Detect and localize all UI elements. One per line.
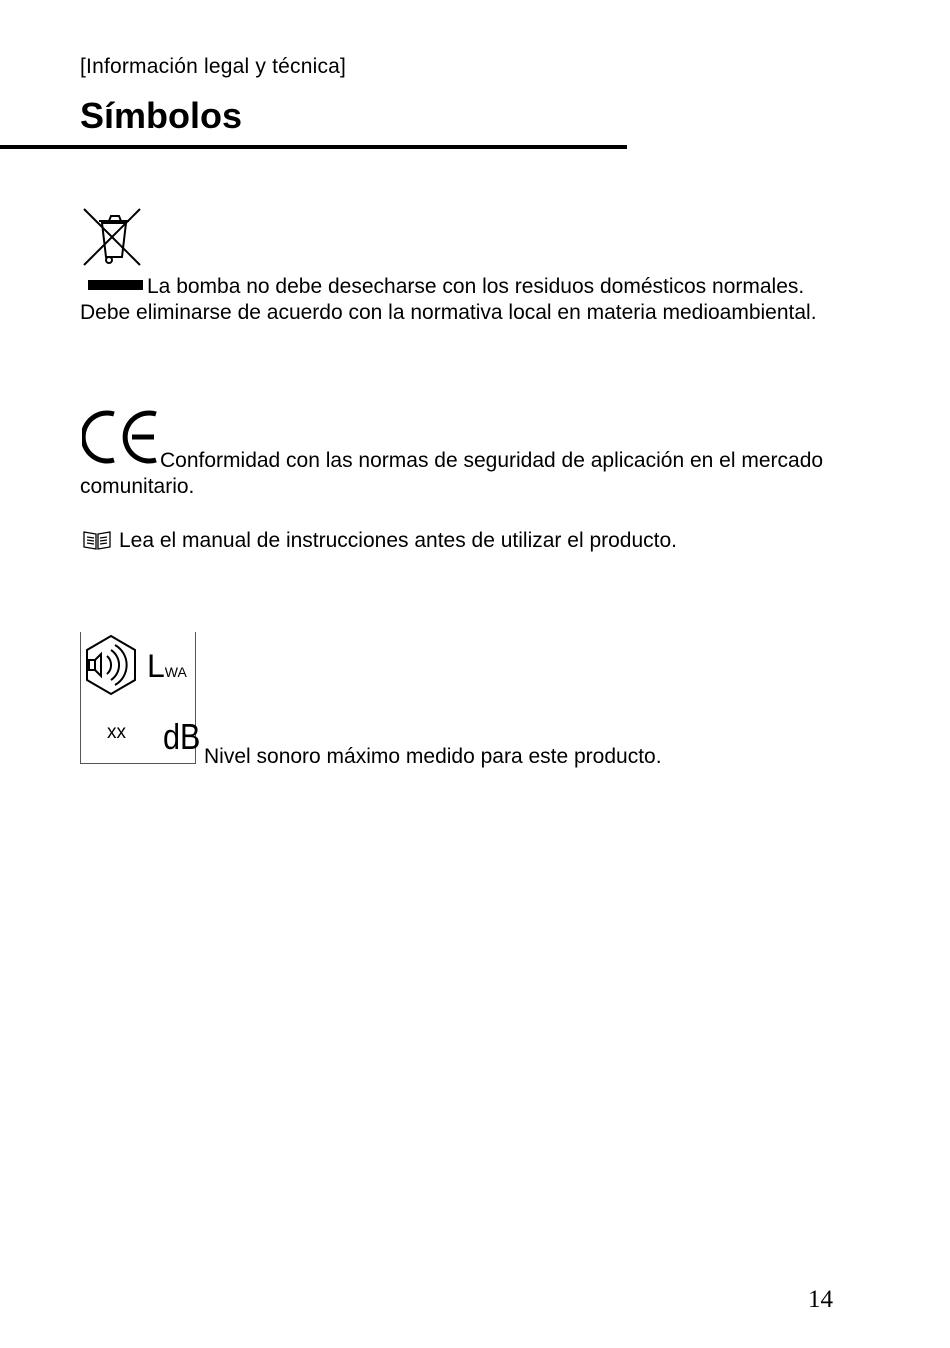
page-title: Símbolos <box>80 95 243 136</box>
symbol-description-noise: Nivel sonoro máximo medido para este producto. <box>204 745 662 768</box>
lwa-symbol: LWA <box>147 648 187 684</box>
page-number: 14 <box>808 1286 833 1313</box>
symbol-description-disposal: La bomba no debe desecharse con los residuos domésticos normales. Debe eliminarse de acuerdo con la normativa local en materia medioambiental. <box>80 275 817 324</box>
crossed-out-wheelie-bin-icon <box>82 207 142 274</box>
open-book-icon <box>82 529 112 556</box>
sound-level-value: xx <box>107 722 126 743</box>
section-label: [Información legal y técnica] <box>80 55 347 78</box>
title-underline <box>0 145 627 149</box>
symbol-description-ce: Conformidad con las normas de seguridad de aplicación en el mercado comunitario. <box>80 449 824 498</box>
black-bar-icon <box>88 280 143 290</box>
symbol-description-manual: Lea el manual de instrucciones antes de utilizar el producto. <box>119 529 677 552</box>
sound-power-level-label-icon <box>80 632 201 764</box>
decibel-unit: dB <box>163 716 201 757</box>
